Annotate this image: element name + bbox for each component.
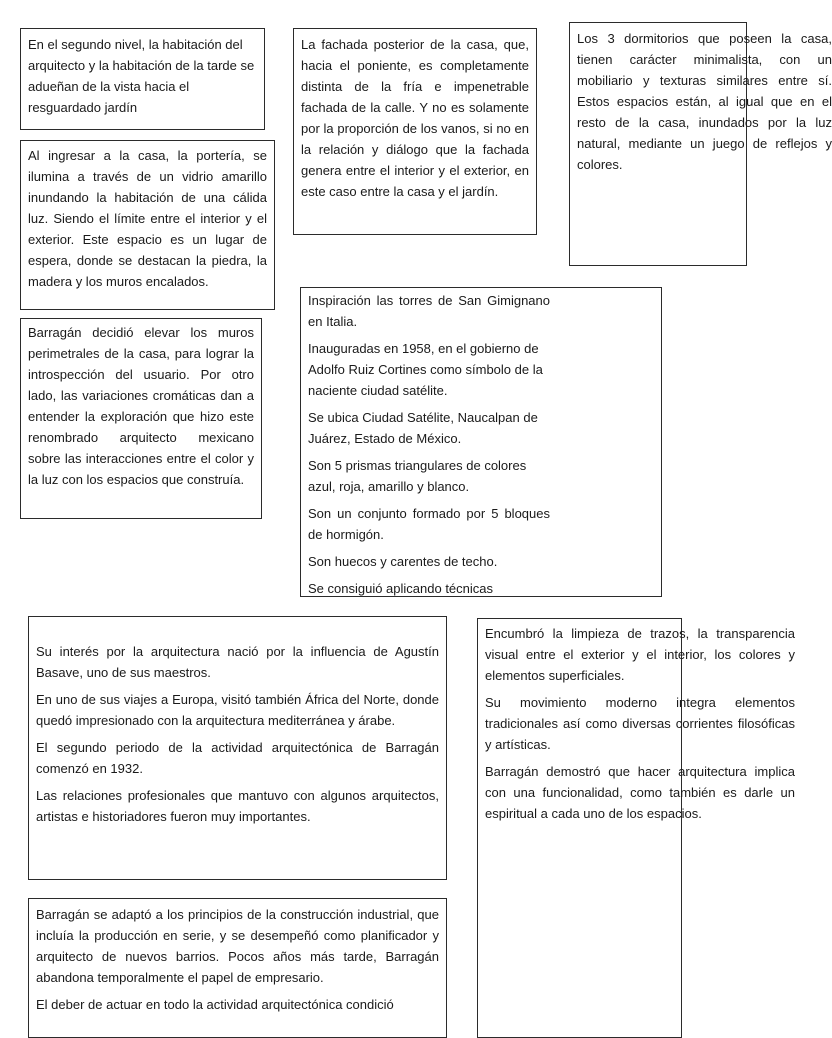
list-item: Se ubica Ciudad Satélite, Naucalpan de Juárez, Estado de México.: [308, 410, 538, 446]
list-item: Inauguradas en 1958, en el gobierno de Adolfo Ruiz Cortines como símbolo de la naciente ciudad satélite.: [308, 341, 543, 398]
list-item: Se consiguió aplicando técnicas: [308, 581, 494, 596]
list-item: Barragán demostró que hacer arquitectura implica con una funcionalidad, como también es darle un espiritual a cada uno de los espacios.: [485, 764, 795, 821]
text-box-dormitorios: [569, 22, 832, 266]
list-item: El deber de actuar en todo la actividad arquitectónica condició: [36, 997, 394, 1012]
paragraph: La fachada posterior de la casa, que, hacia el poniente, es completamente distinta de la fría e impenetrable fachada de la calle. Y no es solamente por la proporción de los vanos, si no en la relación y diálogo que la fachada genera entre el interior y el exterior, en este caso entre la casa y el jardín.: [301, 37, 529, 199]
list-item: Las relaciones profesionales que mantuvo con algunos arquitectos, artistas e historiadores fueron muy importantes.: [36, 788, 439, 824]
list-item: Su movimiento moderno integra elementos tradicionales así como diversas corrientes filosóficas y artísticas.: [485, 695, 795, 752]
paragraph: Los 3 dormitorios que poseen la casa, tienen carácter minimalista, con un mobiliario y texturas similares entre sí. Estos espacios están, al igual que en el resto de la casa, inundados por la luz natural, mediante un juego de reflejos y colores.: [577, 31, 832, 172]
text-box-torres: [300, 287, 662, 597]
text-box-interes: [28, 616, 447, 880]
list-item: Son 5 prismas triangulares de colores azul, roja, amarillo y blanco.: [308, 458, 527, 494]
text-box-fachada: [293, 28, 537, 235]
text-box-porteria: [20, 140, 275, 310]
list-item: Son un conjunto formado por 5 bloques de hormigón.: [308, 506, 550, 542]
paragraph: En el segundo nivel, la habitación del arquitecto y la habitación de la tarde se adueñan de la vista hacia el resguardado jardín: [28, 37, 255, 115]
text-box-limpieza: [477, 618, 795, 1038]
list-item: El segundo periodo de la actividad arquitectónica de Barragán comenzó en 1932.: [36, 740, 439, 776]
list-item: Son huecos y carentes de techo.: [308, 554, 498, 569]
text-box-segundo-nivel: [20, 28, 265, 130]
text-box-industrial: [28, 898, 447, 1038]
list-item: En uno de sus viajes a Europa, visitó también África del Norte, donde quedó impresionado con la arquitectura mediterránea y árabe.: [36, 692, 439, 728]
list-item: Inspiración las torres de San Gimignano en Italia.: [308, 293, 550, 329]
paragraph: Al ingresar a la casa, la portería, se ilumina a través de un vidrio amarillo inundando la habitación de una cálida luz. Siendo el límite entre el interior y el exterior. Este espacio es un lugar de espera, donde se destacan la piedra, la madera y los muros encalados.: [28, 148, 267, 289]
paragraph: Barragán decidió elevar los muros perimetrales de la casa, para lograr la introspección del usuario. Por otro lado, las variaciones cromáticas dan a entender la exploración que hizo este renombrado arquitecto mexicano sobre las interacciones entre el color y la luz con los espacios que construía.: [28, 325, 254, 487]
list-item: Su interés por la arquitectura nació por la influencia de Agustín Basave, uno de sus maestros.: [36, 644, 439, 680]
list-item: Barragán se adaptó a los principios de la construcción industrial, que incluía la producción en serie, y se desempeñó como planificador y arquitecto de nuevos barrios. Pocos años más tarde, Barragán abandona temporalmente el papel de empresario.: [36, 907, 439, 985]
list-item: Encumbró la limpieza de trazos, la transparencia visual entre el exterior y el interior, los colores y elementos superficiales.: [485, 626, 795, 683]
text-box-muros: [20, 318, 262, 519]
